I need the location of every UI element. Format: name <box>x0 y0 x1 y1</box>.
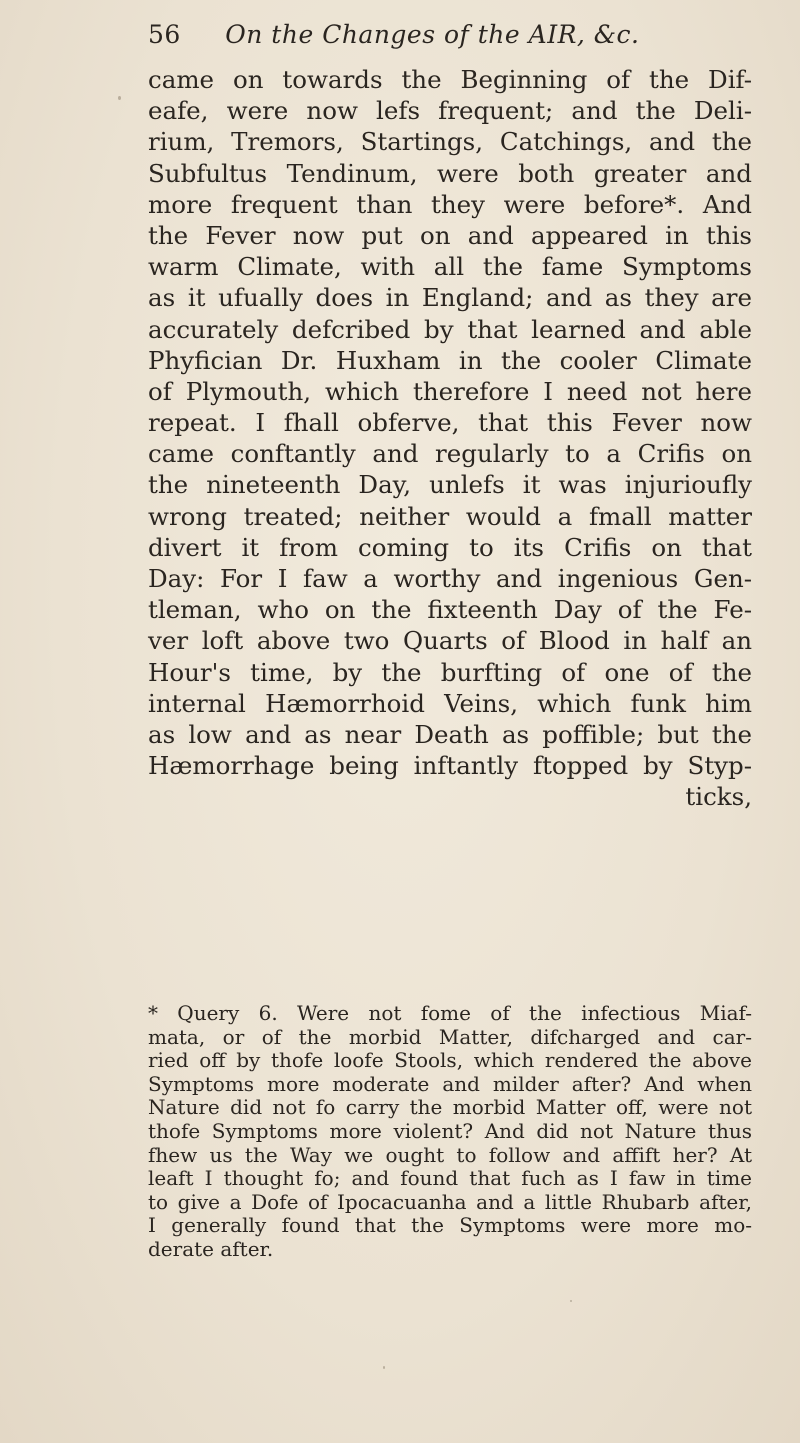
body-line: Day: For I faw a worthy and ingenious Gen- <box>148 564 752 593</box>
body-line: the nineteenth Day, unlefs it was injurioufly <box>148 470 752 500</box>
body-line: the Fever now put on and appeared in this <box>148 220 752 250</box>
body-line: warm Climate, with all the fame Symptoms <box>148 252 752 282</box>
body-line: tleman, who on the fixteenth Day of the Fe- <box>148 595 752 625</box>
footnote-line: I generally found that the Symptoms were more mo- <box>148 1213 752 1238</box>
paper-speck <box>118 96 121 100</box>
footnote-line: derate after. <box>148 1236 274 1261</box>
body-line: repeat. I fhall obferve, that this Fever now <box>148 408 752 438</box>
body-text <box>148 64 752 813</box>
body-line: as it ufually does in England; and as they are <box>148 283 752 313</box>
footnote-line: ried off by thofe loofe Stools, which rendered the above <box>148 1048 752 1073</box>
body-line: divert it from coming to its Crifis on that <box>148 532 752 562</box>
body-line: more frequent than they were before*. And <box>148 189 752 219</box>
body-line: came on towards the Beginning of the Dif- <box>148 65 752 94</box>
body-line: internal Hæmorrhoid Veins, which funk him <box>148 688 752 718</box>
footnote-line: to give a Dofe of Ipocacuanha and a little Rhubarb after, <box>148 1189 752 1214</box>
body-line: Phyfician Dr. Huxham in the cooler Climate <box>148 345 752 375</box>
paper-speck <box>570 1300 572 1302</box>
body-line: as low and as near Death as poffible; but the <box>148 719 752 749</box>
paper-speck <box>383 1366 385 1369</box>
footnote-line: thofe Symptoms more violent? And did not Nature thus <box>148 1118 752 1143</box>
catchword: ticks, <box>685 782 752 812</box>
footnote-line: * Query 6. Were not fome of the infectious Miaf- <box>148 1001 752 1025</box>
footnote-line: mata, or of the morbid Matter, difcharged and car- <box>148 1024 752 1049</box>
footnote-line: fhew us the Way we ought to follow and affift her? At <box>148 1142 752 1167</box>
body-line: rium, Tremors, Startings, Catchings, and the <box>148 127 752 157</box>
body-line: accurately defcribed by that learned and able <box>148 314 752 344</box>
body-line: ver loft above two Quarts of Blood in half an <box>148 626 752 656</box>
body-line: wrong treated; neither would a fmall matter <box>148 501 752 531</box>
page-number: 56 <box>148 20 181 49</box>
body-line: of Plymouth, which therefore I need not here <box>148 376 752 406</box>
body-line: Subfultus Tendinum, were both greater and <box>148 158 752 188</box>
body-line: Hour's time, by the burfting of one of the <box>148 657 752 687</box>
page-header <box>148 20 640 49</box>
running-title: On the Changes of the AIR, &c. <box>225 20 640 49</box>
body-line: Hæmorrhage being inftantly ftopped by Styp- <box>148 751 752 781</box>
body-line: eafe, were now lefs frequent; and the Deli- <box>148 96 752 126</box>
footnote-line: Nature did not fo carry the morbid Matter off, were not <box>148 1095 752 1120</box>
footnote <box>148 1002 752 1262</box>
footnote-line: Symptoms more moderate and milder after? And when <box>148 1071 752 1096</box>
footnote-line: leaft I thought fo; and found that fuch as I faw in time <box>148 1166 752 1191</box>
body-line: came conftantly and regularly to a Crifis on <box>148 439 752 469</box>
